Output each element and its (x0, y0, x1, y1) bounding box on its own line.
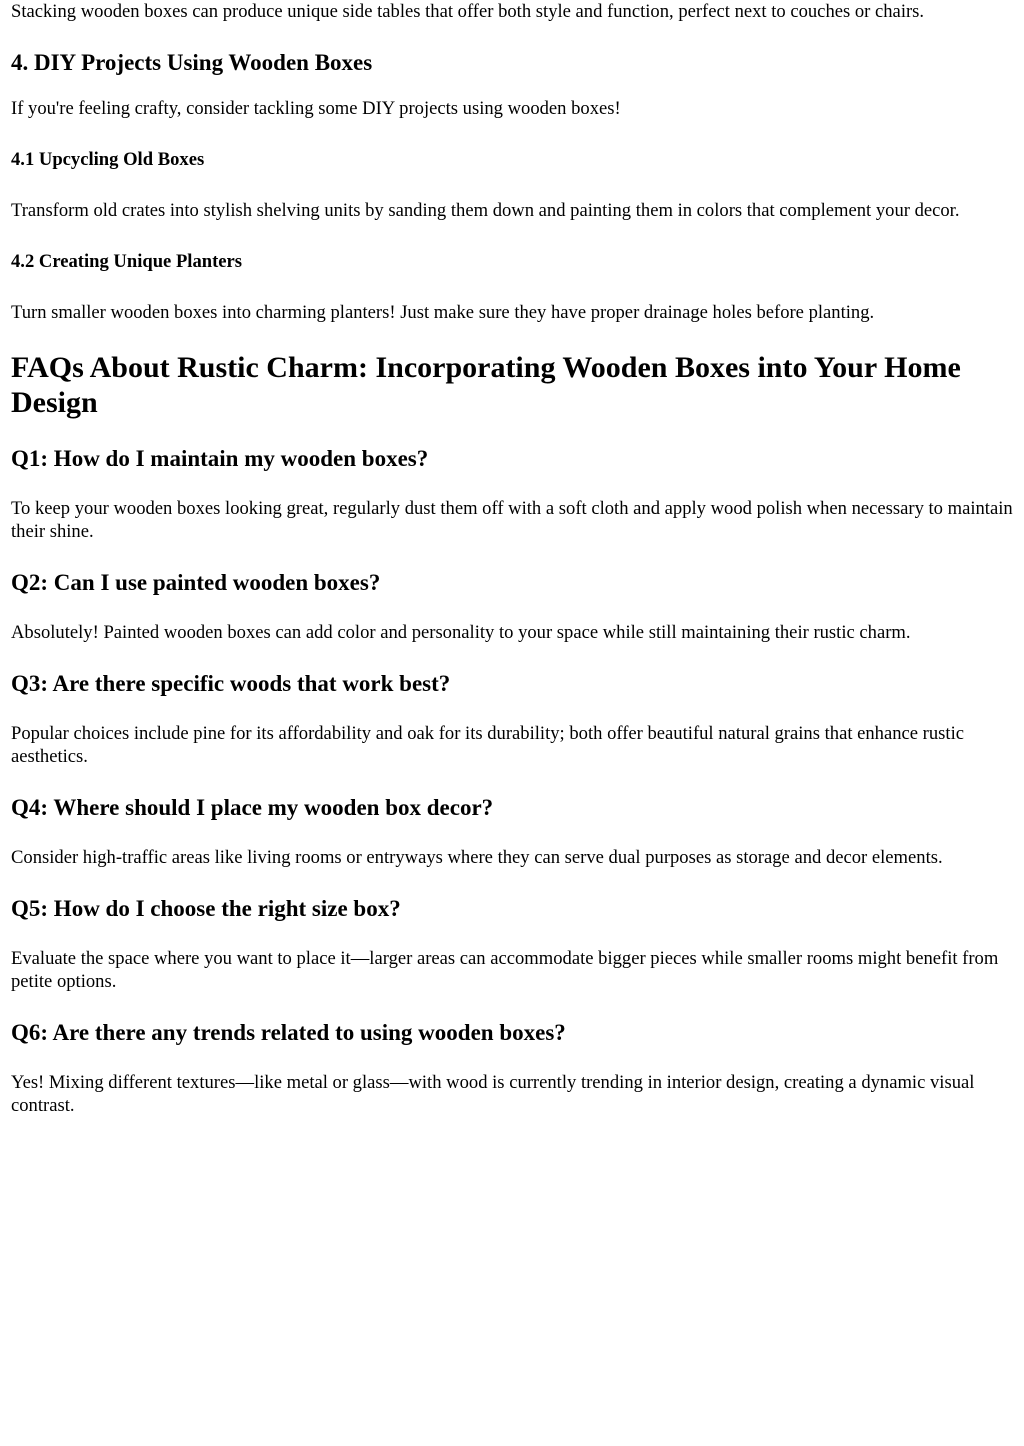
faq-question: Q4: Where should I place my wooden box decor? (11, 795, 494, 820)
faq-answer: Yes! Mixing different textures—like metal or glass—with wood is currently trending in interior design, creating a dynamic visual contrast. (11, 1072, 975, 1116)
faq-answer: Popular choices include pine for its affordability and oak for its durability; both offer beautiful natural grains that enhance rustic aesthetics. (11, 723, 964, 767)
faq-answer: Evaluate the space where you want to place it—larger areas can accommodate bigger pieces while smaller rooms might benefit from petite options. (11, 948, 999, 992)
faq-question: Q6: Are there any trends related to using wooden boxes? (11, 1020, 566, 1045)
planters-paragraph: Turn smaller wooden boxes into charming planters! Just make sure they have proper drainage holes before planting. (11, 302, 875, 323)
faq-item (11, 445, 1013, 543)
faq-item (11, 569, 1013, 644)
intro-paragraph: Stacking wooden boxes can produce unique side tables that offer both style and function, perfect next to couches or chairs. (11, 1, 925, 22)
faqs-heading: FAQs About Rustic Charm: Incorporating Wooden Boxes into Your Home Design (11, 351, 961, 419)
planters-heading: 4.2 Creating Unique Planters (11, 251, 243, 272)
faq-answer: Absolutely! Painted wooden boxes can add color and personality to your space while still maintaining their rustic charm. (11, 622, 911, 643)
faq-item (11, 794, 1013, 869)
upcycling-paragraph: Transform old crates into stylish shelving units by sanding them down and painting them in colors that complement your decor. (11, 200, 960, 221)
faq-item (11, 895, 1013, 993)
faq-answer: Consider high-traffic areas like living rooms or entryways where they can serve dual purposes as storage and decor elements. (11, 847, 943, 868)
faq-question: Q5: How do I choose the right size box? (11, 896, 401, 921)
diy-section-heading: 4. DIY Projects Using Wooden Boxes (11, 50, 373, 75)
faq-item (11, 670, 1013, 768)
faq-question: Q1: How do I maintain my wooden boxes? (11, 446, 429, 471)
faq-question: Q2: Can I use painted wooden boxes? (11, 570, 381, 595)
diy-intro-paragraph: If you're feeling crafty, consider tackling some DIY projects using wooden boxes! (11, 98, 621, 119)
faq-question: Q3: Are there specific woods that work best? (11, 671, 451, 696)
upcycling-heading: 4.1 Upcycling Old Boxes (11, 149, 205, 170)
faq-item (11, 1019, 1013, 1117)
faq-answer: To keep your wooden boxes looking great, regularly dust them off with a soft cloth and apply wood polish when necessary to maintain their shine. (11, 498, 1013, 542)
